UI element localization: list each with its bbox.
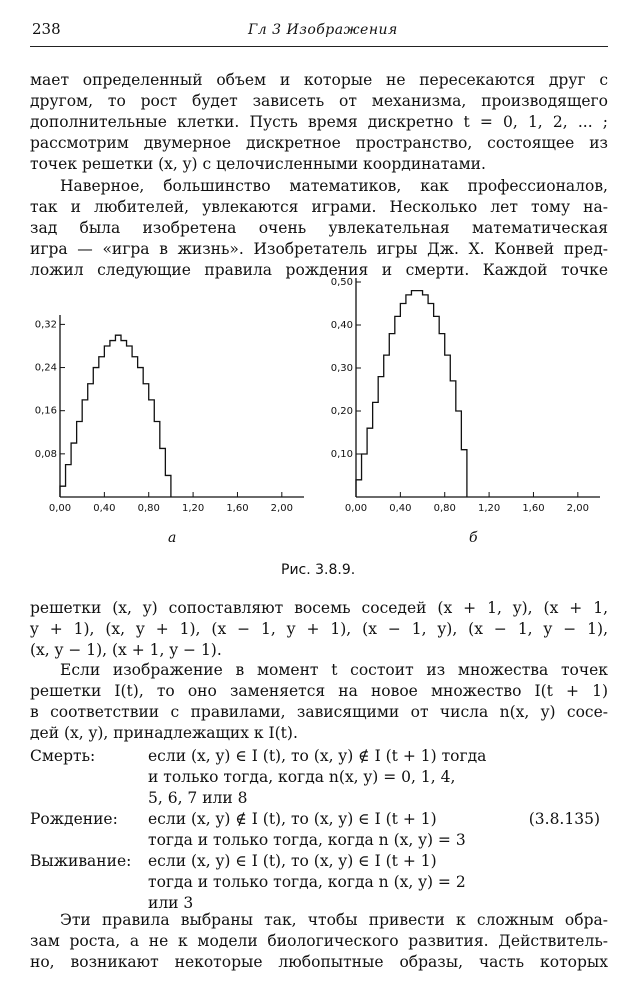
- y-tick-label: 0,08: [34, 448, 57, 460]
- rule-line: если (x, y) ∈ I (t), то (x, y) ∈ I (t + 1): [148, 852, 437, 870]
- text-line: Если изображение в момент t состоит из множества точек: [60, 661, 608, 679]
- histogram-bar: [367, 428, 373, 497]
- x-tick-label: 1,60: [522, 503, 545, 514]
- text-line: в соответствии с правилами, зависящими от числа n(x, y) сосе-: [30, 703, 608, 721]
- histogram-bar: [434, 316, 440, 497]
- histogram-bar: [71, 443, 77, 497]
- text-line: так и любителей, увлекаются играми. Несколько лет тому на-: [30, 198, 608, 216]
- rule-line: и только тогда, когда n(x, y) = 0, 1, 4,: [148, 768, 456, 786]
- histogram-bar: [456, 411, 462, 497]
- histogram-bar: [115, 335, 121, 497]
- panel-a-label: а: [168, 530, 177, 546]
- x-tick-label: 0,80: [137, 503, 160, 514]
- histogram-bar: [373, 402, 379, 497]
- histogram-bar: [121, 341, 127, 497]
- rules-block: [30, 746, 608, 914]
- rule-line: если (x, y) ∉ I (t), то (x, y) ∈ I (t + 1): [148, 810, 437, 828]
- y-tick-label: 0,16: [34, 405, 57, 417]
- x-tick-label: 0,40: [389, 503, 412, 514]
- rule-line: если (x, y) ∈ I (t), то (x, y) ∉ I (t + 1) тогда: [148, 747, 487, 765]
- histogram-bar: [110, 341, 116, 497]
- histogram-bar: [356, 480, 362, 497]
- page-number: 238: [32, 20, 61, 38]
- text-line: решетки (x, y) сопоставляют восемь соседей (x + 1, y), (x + 1,: [30, 599, 608, 617]
- panel-b-label: б: [469, 530, 478, 546]
- equation-number: (3.8.135): [528, 810, 600, 828]
- rule-birth: [30, 809, 608, 851]
- y-tick-label: 0,30: [330, 363, 353, 374]
- histogram-bar: [66, 465, 72, 497]
- rule-label: Смерть:: [30, 747, 96, 765]
- text-line: точек решетки (x, y) с целочисленными координатами.: [30, 155, 486, 173]
- text-line: зад была изобретена очень увлекательная математическая: [30, 219, 608, 237]
- histogram-bar: [138, 368, 144, 497]
- histogram-bar: [411, 291, 417, 497]
- histogram-bar: [104, 346, 110, 497]
- paragraph-3: [30, 598, 608, 661]
- rule-line: или 3: [148, 894, 194, 912]
- text-line: дополнительные клетки. Пусть время дискретно t = 0, 1, 2, ... ;: [30, 113, 608, 131]
- histogram-bar: [384, 355, 390, 497]
- histogram-bar: [99, 357, 105, 497]
- histogram-bar: [60, 486, 66, 497]
- text-line: ложил следующие правила рождения и смерти. Каждой точке: [30, 261, 608, 279]
- histogram-b: [318, 268, 608, 525]
- text-line: y + 1), (x, y + 1), (x − 1, y + 1), (x − 1, y), (x − 1, y − 1),: [30, 620, 608, 638]
- paragraph-2: [30, 176, 608, 281]
- histogram-bar: [165, 475, 171, 497]
- x-tick-label: 0,00: [344, 503, 368, 514]
- histogram-bar: [77, 421, 83, 497]
- y-tick-label: 0,40: [330, 320, 353, 331]
- y-tick-label: 0,32: [34, 319, 57, 331]
- x-tick-label: 2,00: [270, 503, 293, 514]
- x-tick-label: 1,20: [181, 503, 205, 514]
- histogram-bar: [378, 377, 384, 497]
- histogram-bar: [406, 295, 412, 497]
- histogram-bar: [93, 368, 99, 497]
- histogram-bar: [88, 384, 94, 497]
- paragraph-1: [30, 70, 608, 175]
- x-tick-label: 0,40: [93, 503, 116, 514]
- histogram-bar: [127, 346, 133, 497]
- rule-label: Рождение:: [30, 810, 118, 828]
- rule-line: 5, 6, 7 или 8: [148, 789, 248, 807]
- x-tick-label: 0,80: [433, 503, 456, 514]
- y-tick-label: 0,24: [34, 362, 57, 374]
- rule-label: Выживание:: [30, 852, 132, 870]
- histogram-bar: [423, 295, 429, 497]
- figure-caption: Рис. 3.8.9.: [281, 562, 356, 578]
- text-line: Наверное, большинство математиков, как профессионалов,: [60, 177, 608, 195]
- histogram-bar: [362, 454, 368, 497]
- running-header: Гл 3 Изображения: [248, 22, 398, 38]
- text-line: решетки I(t), то оно заменяется на новое множество I(t + 1): [30, 682, 608, 700]
- rule-death: [30, 746, 608, 809]
- histogram-bar: [160, 448, 166, 497]
- histogram-bar: [143, 384, 149, 497]
- histogram-bar: [395, 316, 401, 497]
- histogram-bar: [400, 304, 406, 498]
- y-tick-label: 0,50: [330, 277, 353, 288]
- histogram-bar: [132, 357, 138, 497]
- text-line: дей (x, y), принадлежащих к I(t).: [30, 724, 298, 742]
- x-tick-label: 1,60: [226, 503, 249, 514]
- text-line: (x, y − 1), (x + 1, y − 1).: [30, 641, 222, 659]
- text-line: игра — «игра в жизнь». Изобретатель игры Дж. Х. Конвей пред-: [30, 240, 608, 258]
- histogram-bar: [389, 334, 395, 497]
- rule-line: тогда и только тогда, когда n (x, y) = 3: [148, 831, 466, 849]
- histogram-outline: [356, 291, 467, 497]
- rule-survival: [30, 851, 608, 914]
- histogram-bar: [417, 291, 423, 497]
- header-rule: [30, 46, 608, 47]
- histogram-a: [22, 305, 312, 525]
- histogram-bar: [149, 400, 155, 497]
- histogram-bar: [450, 381, 456, 497]
- text-line: другом, то рост будет зависеть от механизма, производящего: [30, 92, 608, 110]
- x-tick-label: 0,00: [48, 503, 72, 514]
- x-tick-label: 2,00: [566, 503, 589, 514]
- histogram-outline: [60, 335, 171, 497]
- text-line: Эти правила выбраны так, чтобы привести к сложным обра-: [60, 911, 608, 929]
- y-tick-label: 0,20: [330, 406, 353, 417]
- y-tick-label: 0,10: [330, 449, 353, 460]
- text-line: мает определенный объем и которые не пересекаются друг с: [30, 71, 608, 89]
- text-line: но, возникают некоторые любопытные образы, часть которых: [30, 953, 608, 971]
- histogram-bar: [445, 355, 451, 497]
- text-line: зам роста, а не к модели биологического развития. Действитель-: [30, 932, 608, 950]
- histogram-bar: [82, 400, 88, 497]
- paragraph-4: [30, 660, 608, 744]
- rule-line: тогда и только тогда, когда n (x, y) = 2: [148, 873, 466, 891]
- paragraph-5: [30, 910, 608, 973]
- x-tick-label: 1,20: [477, 503, 501, 514]
- histogram-bar: [439, 334, 445, 497]
- histogram-bar: [154, 421, 160, 497]
- histogram-bar: [428, 304, 434, 498]
- histogram-bar: [461, 450, 467, 497]
- text-line: рассмотрим двумерное дискретное пространство, состоящее из: [30, 134, 608, 152]
